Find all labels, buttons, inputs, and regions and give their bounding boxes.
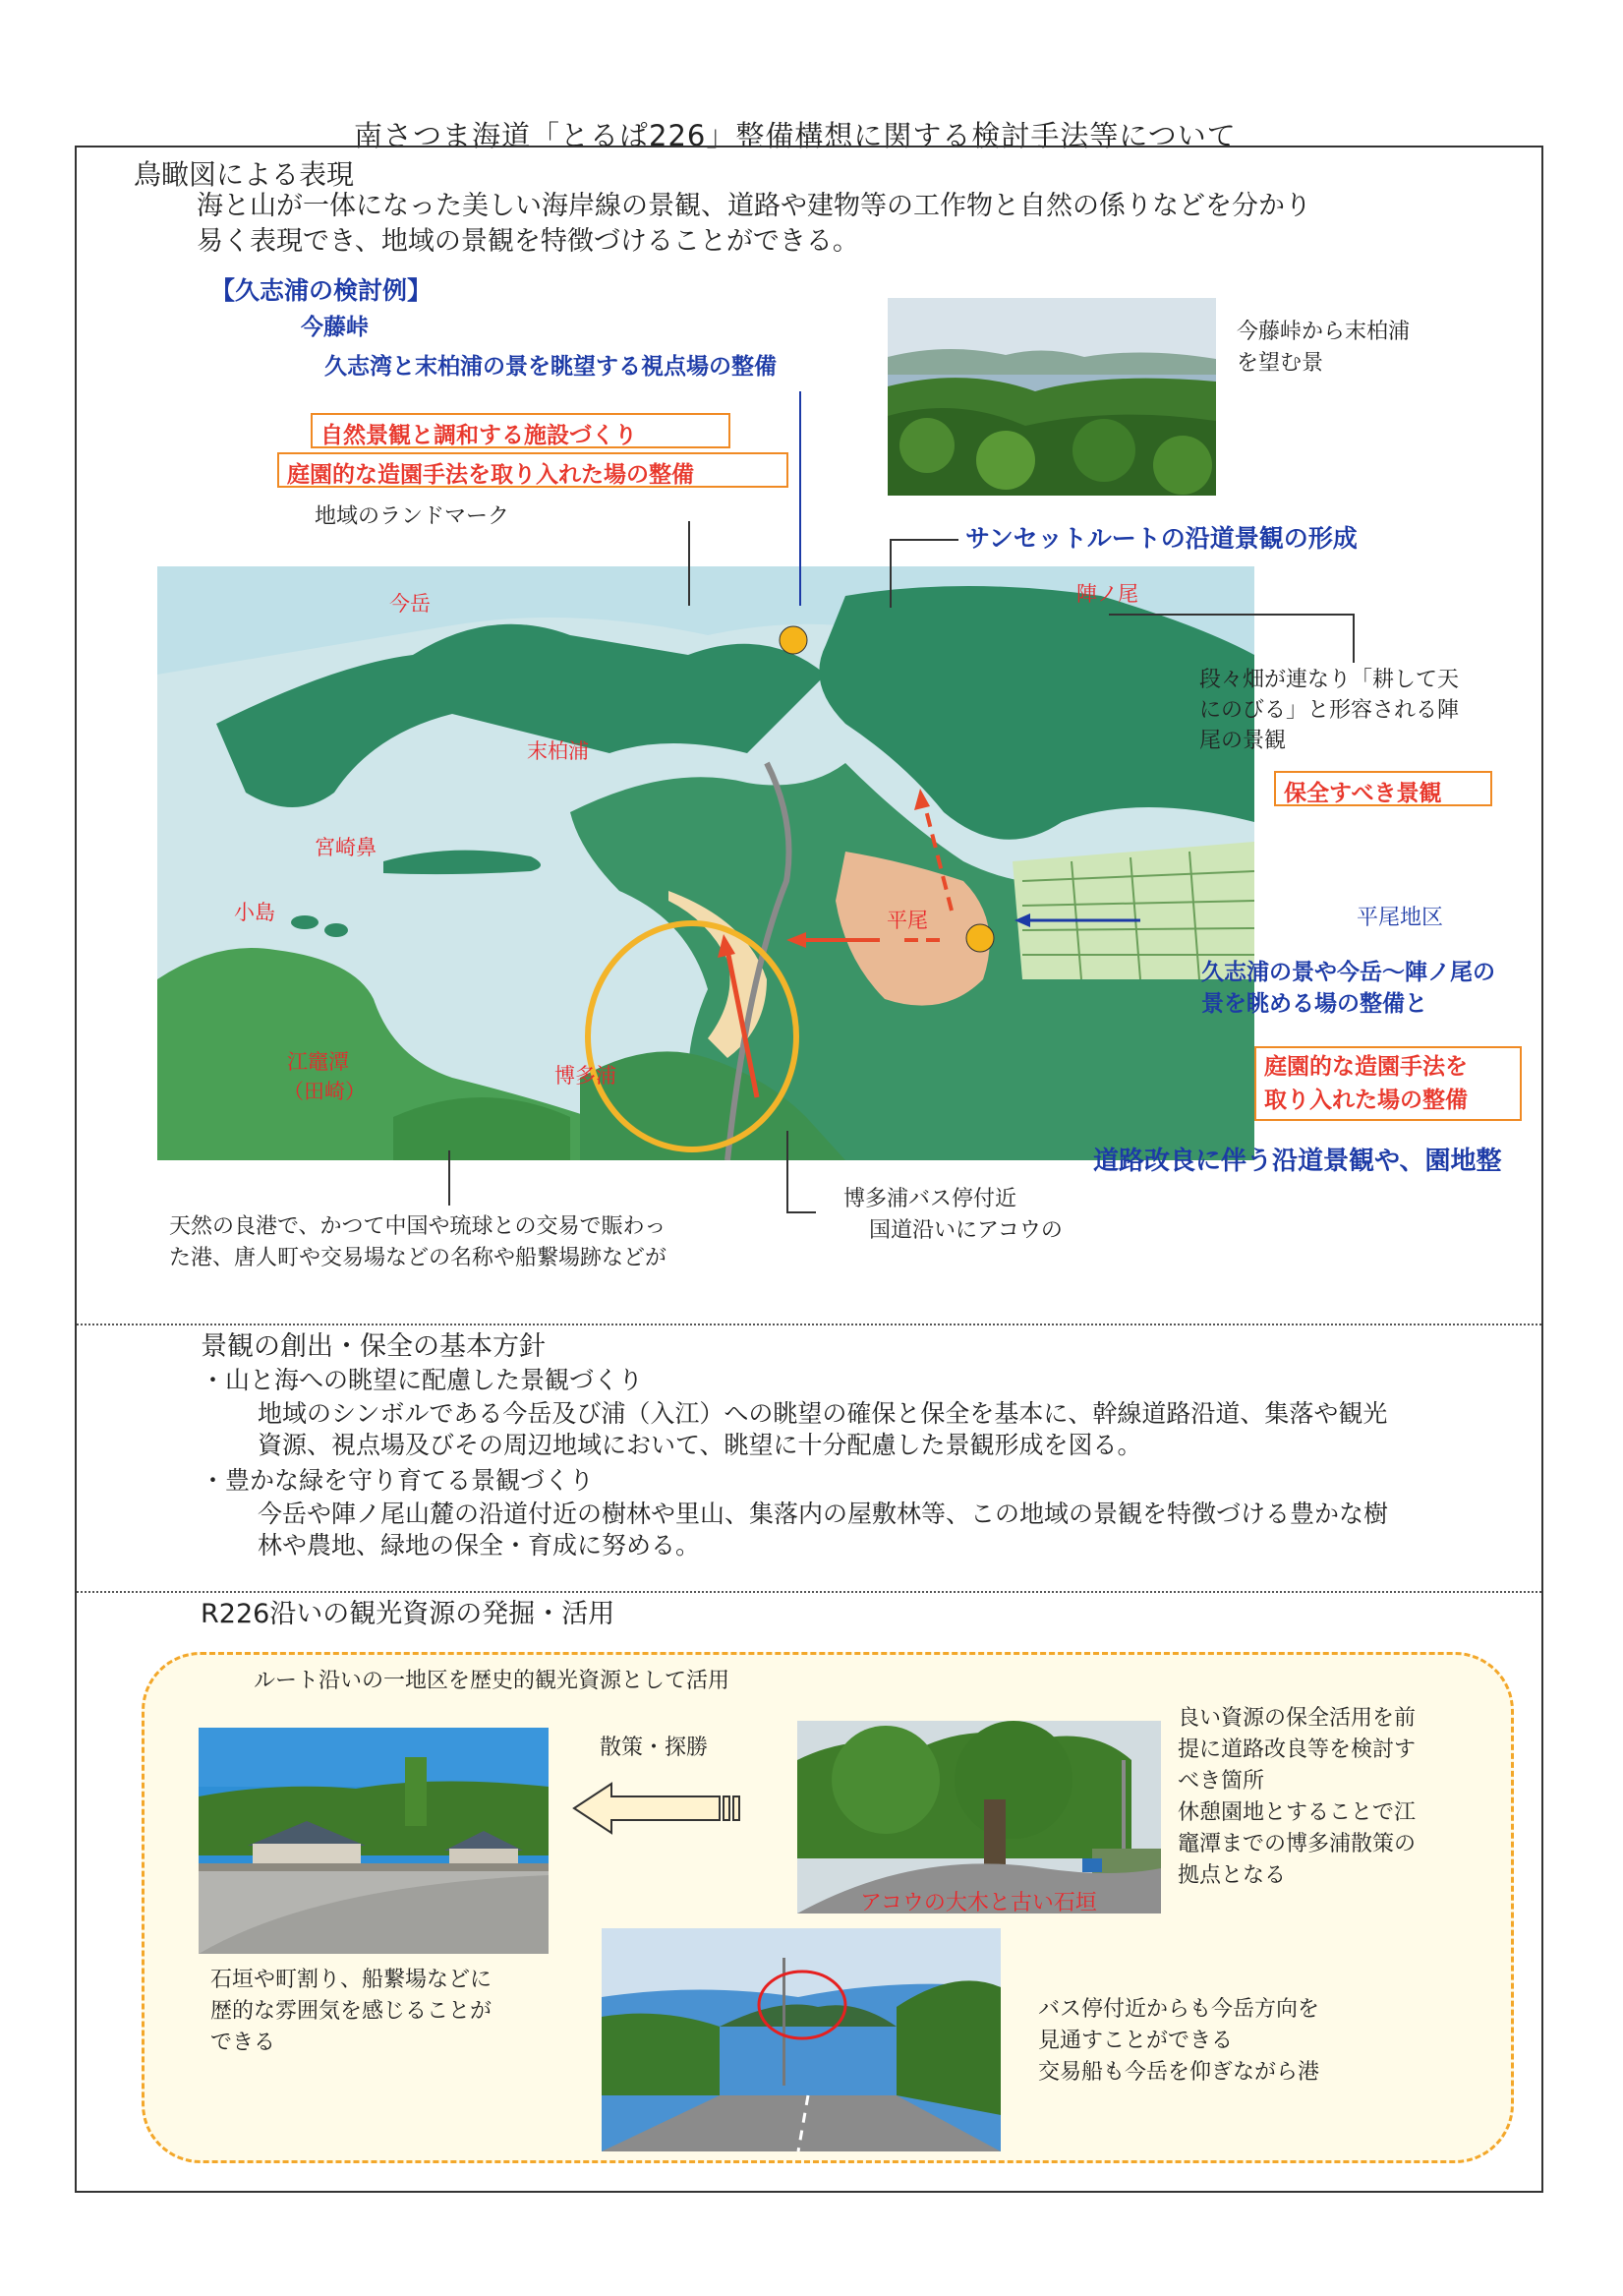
left-caption-line1: 石垣や町割り、船繋場などに: [210, 1968, 493, 1992]
bottom-caption-line1: バス停付近からも今岳方向を: [1038, 1997, 1320, 2022]
harbor-line1: 天然の良港で、かつて中国や琉球との交易で賑わっ: [169, 1214, 667, 1239]
garden-method-text: 庭園的な造園手法を取り入れた場の整備: [287, 462, 694, 488]
section3-heading: R226沿いの観光資源の発掘・活用: [201, 1599, 615, 1629]
place-suekashiura: 末柏浦: [527, 739, 589, 763]
akou-tree-label: アコウの大木と古い石垣: [860, 1891, 1097, 1913]
terrace-line2: にのびる」と形容される陣: [1199, 698, 1460, 723]
policy2-line2: 林や農地、緑地の保全・育成に努める。: [258, 1531, 701, 1560]
nature-harmony-box: [311, 413, 730, 448]
place-hirao: 平尾: [887, 909, 928, 932]
harbor-callout: [448, 1150, 450, 1206]
left-arrow-icon: [572, 1782, 747, 1835]
left-caption-line3: できる: [210, 2031, 276, 2055]
garden-method-box-2: [1254, 1046, 1522, 1121]
historic-box-title: ルート沿いの一地区を歴史的観光資源として活用: [254, 1669, 730, 1693]
viewpoint-callout: [799, 391, 801, 606]
terrace-callout-v: [1353, 614, 1355, 663]
hirao-district-label: 平尾地区: [1357, 906, 1444, 930]
bottom-caption-line3: 交易船も今岳を仰ぎながら港: [1038, 2060, 1320, 2085]
busstop-line1: 博多浦バス停付近: [843, 1187, 1017, 1211]
garden-method-2-line2: 取り入れた場の整備: [1264, 1088, 1468, 1113]
left-caption-line2: 歴的な雰囲気を感じることが: [210, 1999, 493, 2024]
right-caption-line4: 休憩園地とすることで江: [1178, 1800, 1417, 1825]
policy1-title: ・山と海への眺望に配慮した景観づくり: [201, 1366, 644, 1394]
place-imadake: 今岳: [389, 592, 431, 616]
road-improvement-note: 道路改良に伴う沿道景観や、園地整: [1093, 1147, 1502, 1176]
right-caption-line6: 拠点となる: [1178, 1863, 1287, 1888]
busstop-line2: 国道沿いにアコウの: [869, 1218, 1063, 1243]
policy2-title: ・豊かな緑を守り育てる景観づくり: [201, 1466, 595, 1495]
birds-eye-illustration: [157, 566, 1254, 1160]
arrow-label: 散策・探勝: [600, 1736, 709, 1760]
place-miyazakibana: 宮崎鼻: [315, 836, 377, 859]
sunset-callout-v: [890, 539, 892, 608]
example-label: 【久志浦の検討例】: [210, 276, 433, 305]
place-ekamegata: 江竈潭: [287, 1050, 349, 1074]
right-caption-line3: べき箇所: [1178, 1769, 1265, 1794]
busstop-callout-h: [786, 1211, 816, 1213]
page-title: 南さつま海道「とるぱ226」整備構想に関する検討手法等について: [354, 119, 1237, 152]
right-caption-line2: 提に道路改良等を検討す: [1178, 1737, 1417, 1762]
policy1-line2: 資源、視点場及びその周辺地域において、眺望に十分配慮した景観形成を図る。: [258, 1431, 1142, 1459]
viewpoint-note: 久志湾と末柏浦の景を眺望する視点場の整備: [324, 354, 777, 380]
section1-desc-line2: 易く表現でき、地域の景観を特徴づけることができる。: [197, 226, 859, 257]
kushi-note-line2: 景を眺める場の整備と: [1201, 991, 1427, 1017]
imafuji-label: 今藤峠: [301, 315, 369, 340]
preserve-landscape-box: [1274, 771, 1492, 806]
landmark-callout: [688, 521, 690, 606]
section1-desc-line1: 海と山が一体になった美しい海岸線の景観、道路や建物等の工作物と自然の係りなどを分かり: [197, 191, 1311, 221]
kushi-note-line1: 久志浦の景や今岳～陣ノ尾の: [1201, 960, 1495, 985]
nature-harmony-text: 自然景観と調和する施設づくり: [320, 423, 637, 448]
landmark-label: 地域のランドマーク: [315, 504, 510, 529]
right-caption-line1: 良い資源の保全活用を前: [1178, 1706, 1417, 1731]
akou-tree-photo: [797, 1721, 1161, 1913]
section1-heading: 鳥瞰図による表現: [134, 158, 355, 191]
busstop-callout: [786, 1131, 788, 1213]
bottom-caption-line2: 見通すことができる: [1038, 2029, 1234, 2053]
sunset-route-note: サンセットルートの沿道景観の形成: [965, 524, 1358, 553]
terrace-callout: [1109, 614, 1355, 616]
place-kojima: 小島: [234, 901, 275, 924]
place-jinnoo: 陣ノ尾: [1076, 582, 1138, 606]
right-caption-line5: 竈潭までの博多浦散策の: [1178, 1832, 1417, 1856]
imafuji-view-photo: [888, 298, 1216, 496]
busstop-road-photo: [602, 1928, 1001, 2151]
place-hakataura: 博多浦: [554, 1064, 616, 1088]
photo-caption-line2: を望む景: [1237, 351, 1324, 376]
section-divider-1: [77, 1324, 1541, 1325]
section-divider-2: [77, 1591, 1541, 1593]
place-tasaki: （田崎）: [283, 1080, 366, 1103]
garden-method-2-line1: 庭園的な造園手法を: [1264, 1054, 1468, 1080]
town-street-photo: [199, 1728, 549, 1954]
policy2-line1: 今岳や陣ノ尾山麓の沿道付近の樹林や里山、集落内の屋敷林等、この地域の景観を特徴づける豊かな樹: [258, 1500, 1389, 1528]
sunset-callout-h: [890, 539, 958, 541]
section2-heading: 景観の創出・保全の基本方針: [201, 1331, 546, 1362]
terrace-line1: 段々畑が連なり「耕して天: [1199, 668, 1460, 692]
terrace-line3: 尾の景観: [1199, 729, 1287, 753]
harbor-line2: た港、唐人町や交易場などの名称や船繋場跡などが: [169, 1246, 667, 1270]
photo-caption-line1: 今藤峠から末柏浦: [1237, 320, 1411, 344]
preserve-landscape-text: 保全すべき景観: [1284, 781, 1442, 806]
policy1-line1: 地域のシンボルである今岳及び浦（入江）への眺望の確保と保全を基本に、幹線道路沿道、集落や観光: [258, 1399, 1388, 1428]
garden-method-box: [277, 452, 788, 488]
